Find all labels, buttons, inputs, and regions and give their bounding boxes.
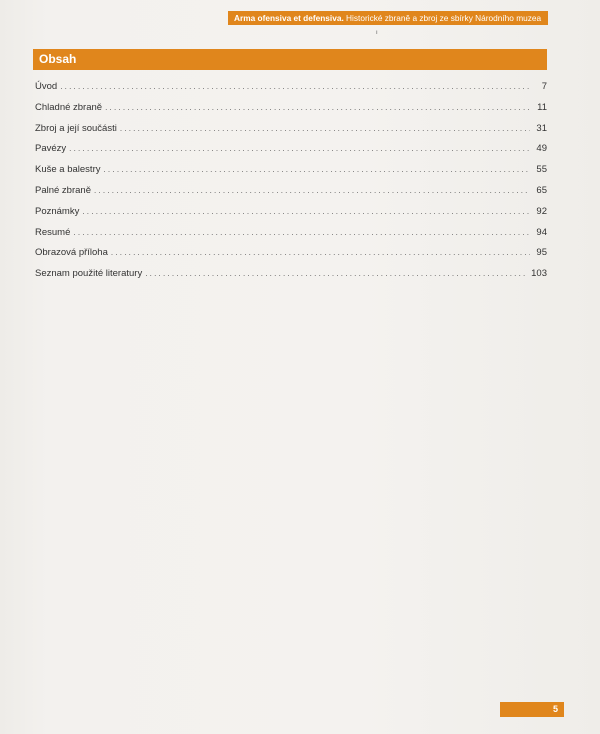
table-of-contents: [35, 81, 547, 289]
toc-entry[interactable]: [35, 206, 547, 227]
toc-entry-title: Chladné zbraně: [35, 101, 103, 113]
toc-entry-page: 55: [536, 164, 547, 176]
toc-entry[interactable]: [35, 268, 547, 289]
toc-entry-page: 95: [536, 247, 547, 259]
running-head-rest: Historické zbraně a zbroj ze sbírky Národního muzea: [343, 13, 542, 23]
toc-entry-page: 31: [536, 122, 547, 134]
toc-entry-title: Obrazová příloha: [35, 247, 108, 259]
toc-entry-page: 92: [536, 205, 547, 217]
toc-entry[interactable]: [35, 102, 547, 123]
toc-leader-dots: [69, 144, 530, 153]
toc-entry-page: 103: [531, 268, 547, 280]
toc-entry-page: 65: [536, 184, 547, 196]
toc-entry[interactable]: [35, 227, 547, 248]
toc-entry-title: Seznam použité literatury: [35, 268, 143, 280]
running-head-bold: Arma ofensiva et defensiva.: [234, 13, 344, 23]
toc-entry-title: Zbroj a její součásti: [35, 122, 117, 134]
toc-entry[interactable]: [35, 185, 547, 206]
toc-entry-title: Palné zbraně: [35, 184, 91, 196]
toc-leader-dots: [111, 248, 530, 257]
contents-heading: Obsah: [33, 49, 547, 70]
toc-entry[interactable]: [35, 164, 547, 185]
page-number: 5: [500, 702, 564, 717]
toc-leader-dots: [73, 228, 530, 237]
toc-entry-page: 11: [537, 101, 547, 113]
toc-entry-title: Poznámky: [35, 205, 80, 217]
toc-entry-title: Pavézy: [35, 143, 67, 155]
toc-leader-dots: [60, 82, 530, 91]
toc-entry-title: Kuše a balestry: [35, 164, 101, 176]
toc-entry-page: 94: [536, 226, 547, 238]
running-head: [228, 11, 548, 25]
toc-entry-page: 49: [536, 143, 547, 155]
toc-entry-title: Úvod: [35, 81, 58, 92]
header-tick-mark: ı: [376, 30, 378, 36]
toc-entry-title: Resumé: [35, 226, 71, 238]
toc-leader-dots: [94, 186, 530, 195]
toc-entry[interactable]: [35, 123, 547, 144]
toc-leader-dots: [105, 103, 530, 112]
toc-leader-dots: [120, 124, 530, 133]
toc-entry-page: 7: [541, 81, 547, 92]
toc-leader-dots: [145, 269, 528, 278]
toc-entry[interactable]: [35, 143, 547, 164]
toc-leader-dots: [103, 165, 530, 174]
toc-entry[interactable]: [35, 81, 547, 102]
toc-entry[interactable]: [35, 247, 547, 268]
toc-leader-dots: [82, 207, 530, 216]
